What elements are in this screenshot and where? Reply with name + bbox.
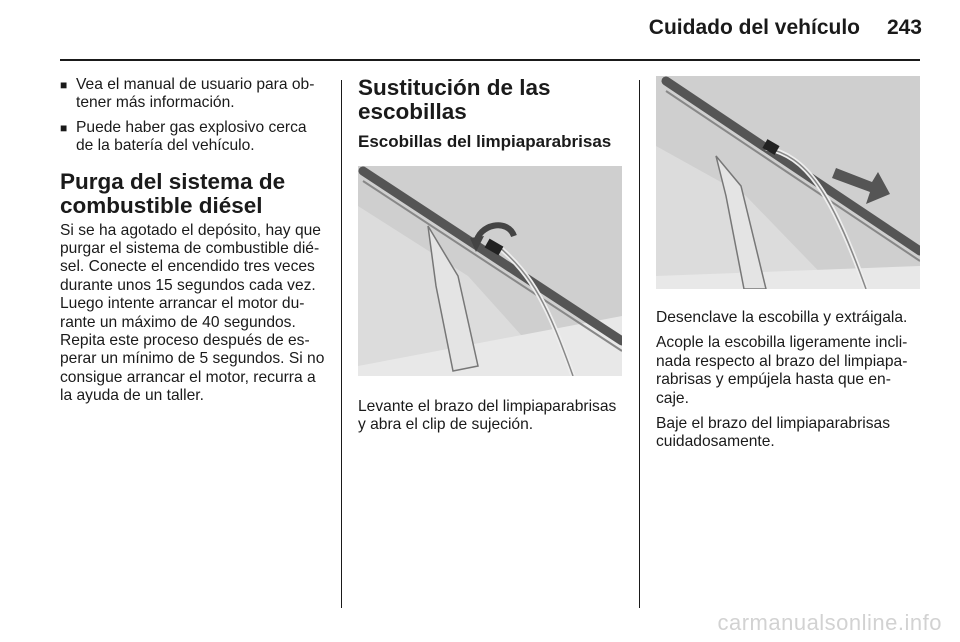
column-divider-right: [639, 80, 640, 608]
subheading-wiper-blades: Escobillas del limpiaparabrisas: [358, 132, 612, 151]
bullet-text: Puede haber gas explosivo cerca de la batería del vehículo.: [76, 118, 307, 155]
bullet-item: [60, 119, 326, 156]
wiper-blade-removal-illustration: [656, 76, 920, 289]
instruction-paragraph: Baje el brazo del limpiaparabrisas cuidadosamente.: [656, 415, 891, 451]
left-column: [60, 76, 326, 413]
bullet-mark: ■: [60, 120, 68, 135]
bullet-item: [60, 76, 326, 113]
bullet-text: Vea el manual de usuario para ob-tener más información.: [76, 76, 315, 112]
wiper-arm-lift-illustration: [358, 166, 622, 376]
section-heading-wiper-replacement: Sustitución de las escobillas: [358, 75, 551, 124]
header-rule: [60, 59, 920, 61]
instruction-paragraph: Desenclave la escobilla y extráigala.: [656, 309, 908, 326]
right-column: [656, 76, 920, 459]
middle-column: [358, 76, 624, 442]
page-number: 243: [886, 16, 922, 39]
watermark-text: carmanualsonline.info: [717, 610, 942, 635]
body-paragraph: Si se ha agotado el depósito, hay que purgar el sistema de combustible dié-sel. Conecte el encendido tres veces durante unos 15 segundos cada vez. Luego intente arrancar el motor du-rante un máximo de 40 segundos. Repita este proceso después de es-perar un mínimo de 5 segundos. Si no consigue arrancar el motor, recurra a la ayuda de un taller.: [60, 221, 325, 405]
instruction-paragraph: Acople la escobilla ligeramente incli-nada respecto al brazo del limpiapa-rabrisas y empújela hasta que en-caje.: [656, 334, 908, 407]
bullet-mark: ■: [60, 78, 68, 92]
section-heading-fuel-bleed: Purga del sistema de combustible diésel: [60, 168, 286, 218]
column-divider-left: [341, 80, 342, 608]
figure-caption: Levante el brazo del limpiaparabrisas y abra el clip de sujeción.: [358, 398, 617, 434]
page-header-title: Cuidado del vehículo: [648, 16, 860, 39]
